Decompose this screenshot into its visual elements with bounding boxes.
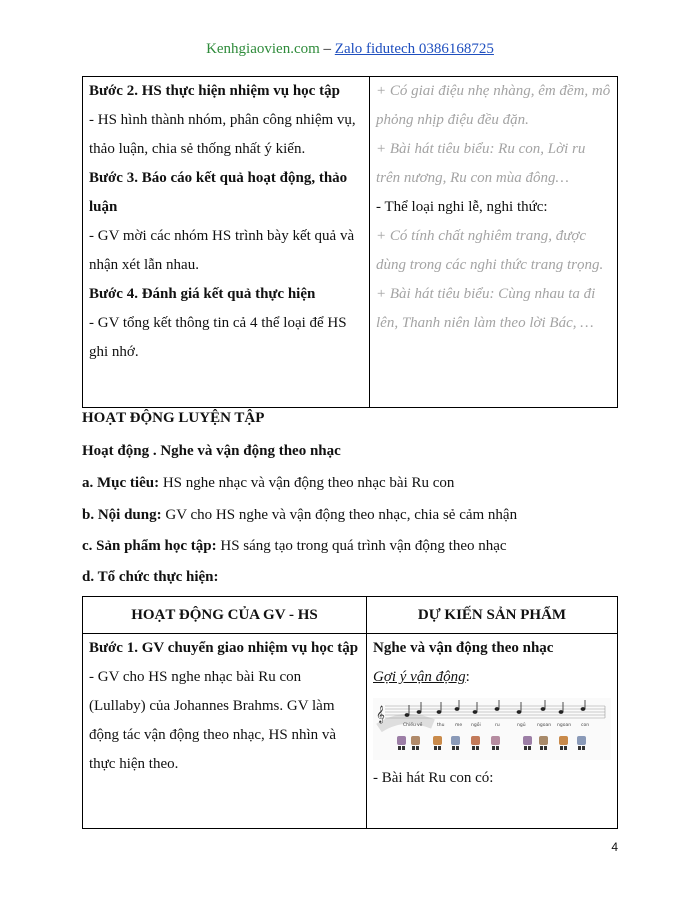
step-3-text: - GV mời các nhóm HS trình bày kết quả và nhận xét lẫn nhau.	[89, 228, 355, 273]
objective-label: a. Mục tiêu:	[82, 475, 160, 491]
gv-hs-header: HOẠT ĐỘNG CỦA GV - HS	[83, 597, 367, 634]
product-label: c. Sản phẩm học tập:	[82, 538, 217, 554]
step-1-title: Bước 1. GV chuyển giao nhiệm vụ học tập	[89, 640, 359, 656]
lyric-2: về	[417, 723, 423, 728]
objective-line	[82, 475, 454, 492]
activity-title: Hoạt động . Nghe và vận động theo nhạc	[82, 443, 341, 459]
lullaby-feature: + Có giai điệu nhẹ nhàng, êm đềm, mô phỏng nhịp điệu đều đặn.	[376, 83, 611, 128]
activity-table	[82, 596, 618, 829]
page-header	[0, 41, 700, 58]
objective-text: HS nghe nhạc và vận động theo nhạc bài Ru con	[159, 475, 455, 491]
step-1-text: - GV cho HS nghe nhạc bài Ru con (Lullaby) của Johannes Brahms. GV làm động tác vận động theo nhạc, HS nhìn và thực hiện theo.	[89, 669, 337, 772]
activity-heading: HOẠT ĐỘNG LUYỆN TẬP	[82, 410, 265, 426]
lyric-7: ngủ	[517, 723, 526, 728]
site-name: Kenhgiaovien.com	[206, 41, 320, 57]
lyric-6: ru	[495, 723, 500, 728]
lyric-10: con	[581, 723, 590, 728]
step-4-text: - GV tổng kết thông tin cả 4 thể loại để HS ghi nhớ.	[89, 315, 347, 360]
song-description-intro: - Bài hát Ru con có:	[373, 770, 494, 786]
lyric-9: ngoan	[557, 723, 572, 728]
product-cell	[367, 634, 618, 829]
movement-hint	[373, 663, 611, 692]
page-number: 4	[611, 840, 618, 854]
lyric-4: me	[455, 723, 463, 728]
content-label: b. Nội dung:	[82, 507, 162, 523]
content-line	[82, 507, 517, 524]
lyric-8: ngoan	[537, 723, 552, 728]
lullaby-examples: + Bài hát tiêu biểu: Ru con, Lời ru trên nương, Ru con mùa đông…	[376, 141, 586, 186]
organize-heading: d. Tổ chức thực hiện:	[82, 569, 219, 585]
zalo-link[interactable]: Zalo fidutech 0386168725	[334, 41, 494, 57]
header-separator: –	[319, 41, 335, 57]
svg-text:𝄞: 𝄞	[376, 705, 385, 723]
teacher-student-column	[83, 77, 370, 408]
music-score-image	[373, 698, 611, 760]
lyric-1: Chiều	[403, 723, 416, 728]
gv-hs-cell	[83, 634, 367, 829]
content-text: GV cho HS nghe và vận động theo nhạc, chia sẻ cảm nhận	[161, 507, 518, 523]
product-line	[82, 538, 507, 555]
product-header: DỰ KIẾN SẢN PHẨM	[367, 597, 618, 634]
step-2-title: Bước 2. HS thực hiện nhiệm vụ học tập	[89, 83, 340, 99]
step-2-text: - HS hình thành nhóm, phân công nhiệm vụ, thảo luận, chia sẻ thống nhất ý kiến.	[89, 112, 356, 157]
movement-hint-label: Gợi ý vận động	[373, 669, 466, 685]
continued-table	[82, 76, 618, 408]
expected-product-column	[370, 77, 618, 408]
movement-hint-colon: :	[465, 669, 470, 685]
ceremonial-genre: - Thể loại nghi lễ, nghi thức:	[376, 199, 548, 215]
step-4-title: Bước 4. Đánh giá kết quả thực hiện	[89, 286, 316, 302]
step-3-title: Bước 3. Báo cáo kết quả hoạt động, thảo luận	[89, 170, 348, 215]
lyric-5: ngồi	[471, 723, 481, 728]
music-movement-title: Nghe và vận động theo nhạc	[373, 640, 554, 656]
ceremonial-examples: + Bài hát tiêu biểu: Cùng nhau ta đi lên, Thanh niên làm theo lời Bác, …	[376, 286, 596, 331]
lyric-3: thu	[437, 723, 445, 728]
product-text: HS sáng tạo trong quá trình vận động theo nhạc	[216, 538, 507, 554]
ceremonial-feature: + Có tính chất nghiêm trang, được dùng trong các nghi thức trang trọng.	[376, 228, 604, 273]
